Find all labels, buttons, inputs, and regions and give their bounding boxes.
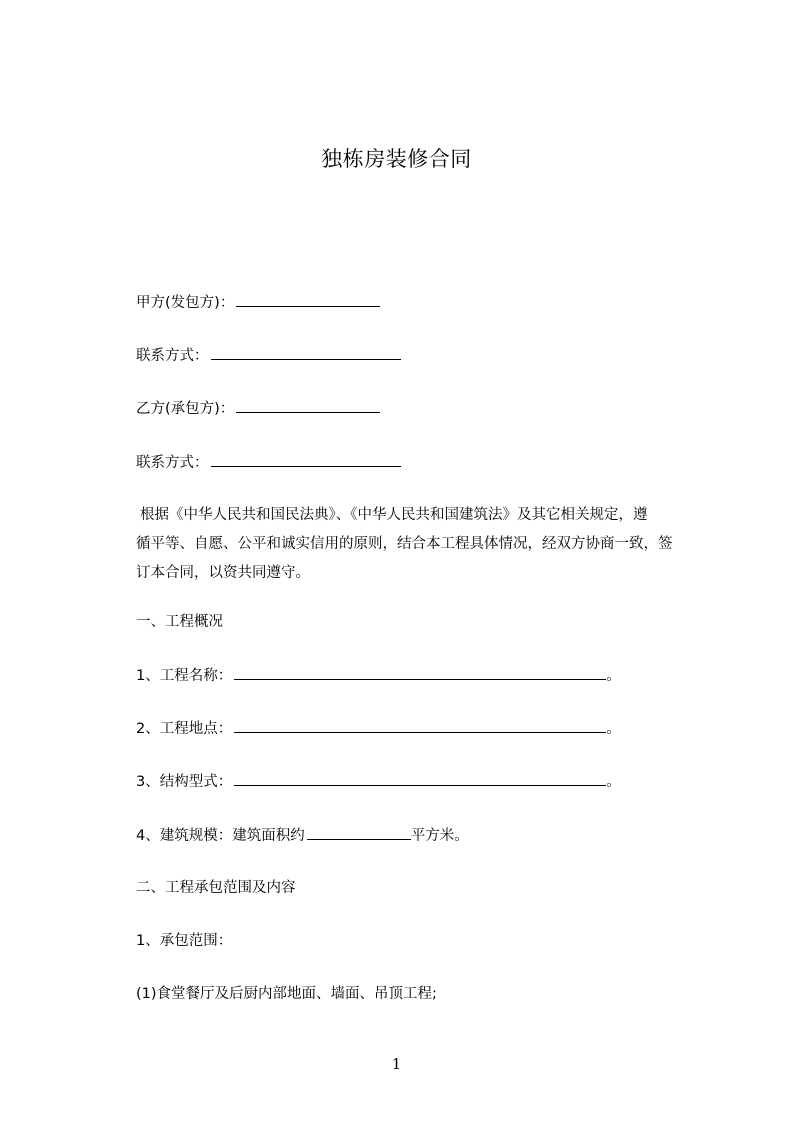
party-a-contact-label: 联系方式： bbox=[136, 348, 209, 364]
party-b-label: 乙方(承包方)： bbox=[136, 401, 235, 417]
project-location-label: 2、工程地点： bbox=[136, 721, 233, 737]
structure-type-label: 3、结构型式： bbox=[136, 774, 233, 790]
page-number: 1 bbox=[391, 1055, 402, 1073]
party-a-contact-blank bbox=[211, 345, 401, 360]
building-scale-suffix: 平方米。 bbox=[410, 828, 469, 844]
party-a-line bbox=[136, 292, 380, 313]
party-b-contact-blank bbox=[211, 452, 401, 467]
building-scale-line bbox=[136, 825, 469, 846]
party-b-contact-line bbox=[136, 452, 401, 473]
party-b-line bbox=[136, 398, 380, 419]
party-a-label: 甲方(发包方)： bbox=[136, 295, 235, 311]
section-2-heading: 二、工程承包范围及内容 bbox=[136, 880, 296, 896]
structure-type-period: 。 bbox=[606, 774, 621, 790]
section-1-heading: 一、工程概况 bbox=[136, 614, 223, 630]
preamble-line-2: 循平等、自愿、公平和诚实信用的原则，结合本工程具体情况，经双方协商一致，签 bbox=[136, 536, 673, 552]
party-b-contact-label: 联系方式： bbox=[136, 455, 209, 471]
preamble-line-1: 根据《中华人民共和国民法典》、《中华人民共和国建筑法》及其它相关规定，遵 bbox=[140, 507, 648, 523]
project-name-label: 1、工程名称： bbox=[136, 668, 233, 684]
party-b-blank bbox=[236, 398, 380, 413]
building-scale-prefix: 4、建筑规模：建筑面积约 bbox=[136, 828, 305, 844]
party-a-blank bbox=[236, 292, 380, 307]
preamble-line-3: 订本合同，以资共同遵守。 bbox=[136, 565, 310, 581]
scope-item-1: (1)食堂餐厅及后厨内部地面、墙面、吊顶工程; bbox=[136, 986, 437, 1002]
scope-heading: 1、承包范围： bbox=[136, 933, 233, 949]
structure-type-blank bbox=[234, 771, 606, 786]
building-area-blank bbox=[307, 825, 411, 840]
project-name-period: 。 bbox=[606, 668, 621, 684]
party-a-contact-line bbox=[136, 345, 401, 366]
project-location-line bbox=[136, 718, 621, 739]
project-name-line bbox=[136, 665, 621, 686]
project-location-period: 。 bbox=[606, 721, 621, 737]
project-name-blank bbox=[234, 665, 606, 680]
structure-type-line bbox=[136, 771, 621, 792]
document-title: 独栋房装修合同 bbox=[321, 147, 472, 171]
project-location-blank bbox=[234, 718, 606, 733]
